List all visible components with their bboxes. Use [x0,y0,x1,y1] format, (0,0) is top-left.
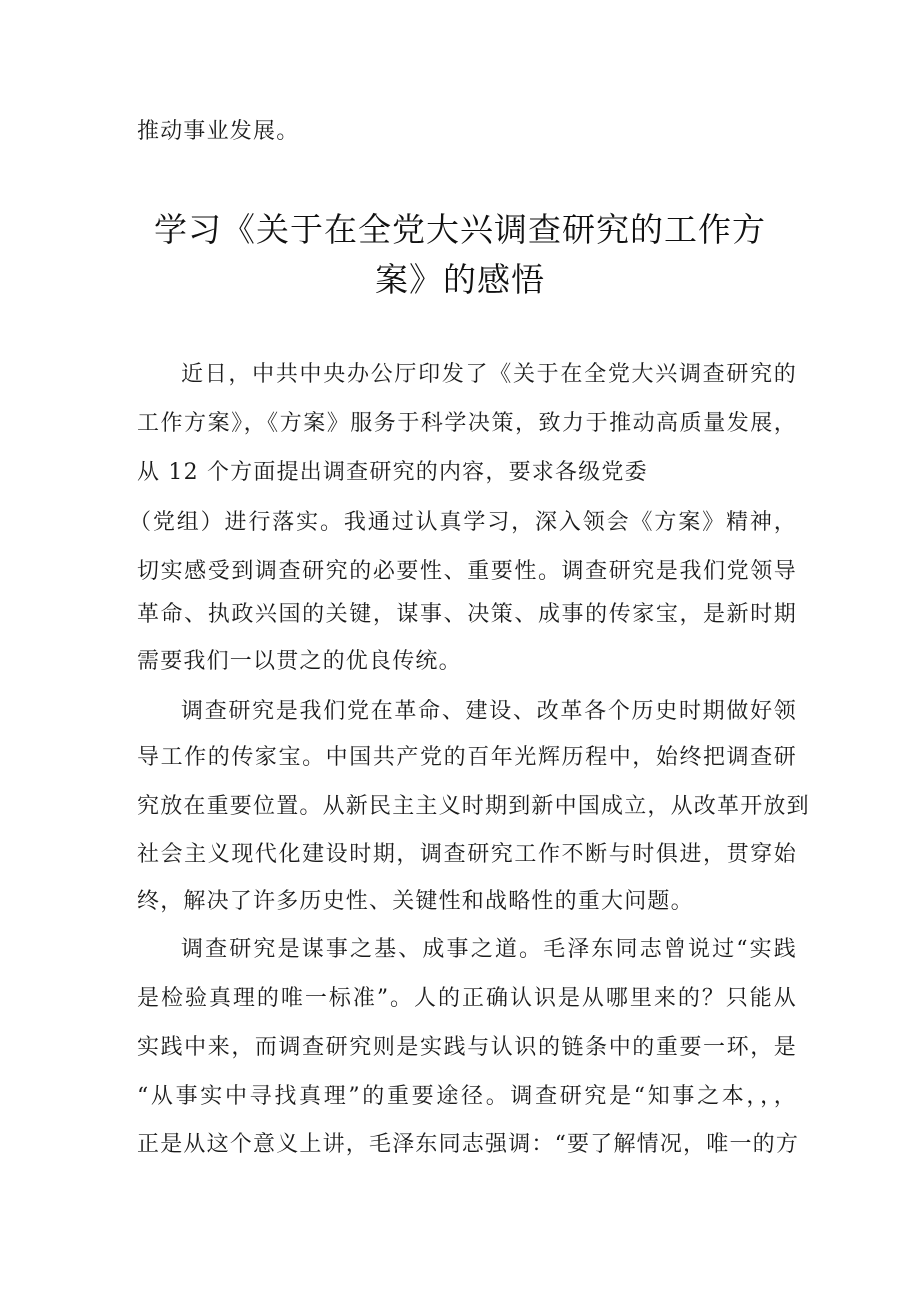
paragraph-2-line-5: 终，解决了许多历史性、关键性和战略性的重大问题。 [137,889,694,914]
paragraph-2-line-1: 调查研究是我们党在革命、建设、改革各个历史时期做好领 [181,699,797,724]
paragraph-2-line-3: 究放在重要位置。从新民主主义时期到新中国成立，从改革开放到 [137,794,810,819]
lead-line: 推动事业发展。 [137,119,300,144]
paragraph-3-line-4: “从事实中寻找真理”的重要途径。调查研究是“知事之本，，， [137,1084,797,1109]
paragraph-1-line-4: （党组）进行落实。我通过认真学习，深入领会《方案》精神， [129,510,797,535]
title-line-2: 案》的感悟 [375,260,545,299]
paragraph-1-line-5: 切实感受到调查研究的必要性、重要性。调查研究是我们党领导 [137,559,797,584]
paragraph-2-line-2: 导工作的传家宝。中国共产党的百年光辉历程中，始终把调查研 [137,745,797,770]
paragraph-2-line-4: 社会主义现代化建设时期，调查研究工作不断与时俱进，贯穿始 [137,842,797,867]
paragraph-3-line-3: 实践中来，而调查研究则是实践与认识的链条中的重要一环，是 [137,1035,797,1060]
paragraph-1-line-2: 工作方案》，《方案》服务于科学决策，致力于推动高质量发展， [137,411,797,436]
paragraph-3-line-2: 是检验真理的唯一标准”。人的正确认识是从哪里来的？只能从 [137,986,797,1011]
paragraph-1-line-1: 近日，中共中央办公厅印发了《关于在全党大兴调查研究的 [181,362,797,387]
paragraph-3-line-1: 调查研究是谋事之基、成事之道。毛泽东同志曾说过“实践 [181,937,797,962]
paragraph-1-line-3: 从 12 个方面提出调查研究的内容，要求各级党委 [137,460,648,485]
paragraph-1-line-7: 需要我们一以贯之的优良传统。 [137,649,462,674]
paragraph-3-line-5: 正是从这个意义上讲，毛泽东同志强调：“要了解情况，唯一的方 [137,1132,800,1157]
paragraph-1-line-6: 革命、执政兴国的关键，谋事、决策、成事的传家宝，是新时期 [137,602,797,627]
title-line-1: 学习《关于在全党大兴调查研究的工作方 [154,210,766,249]
